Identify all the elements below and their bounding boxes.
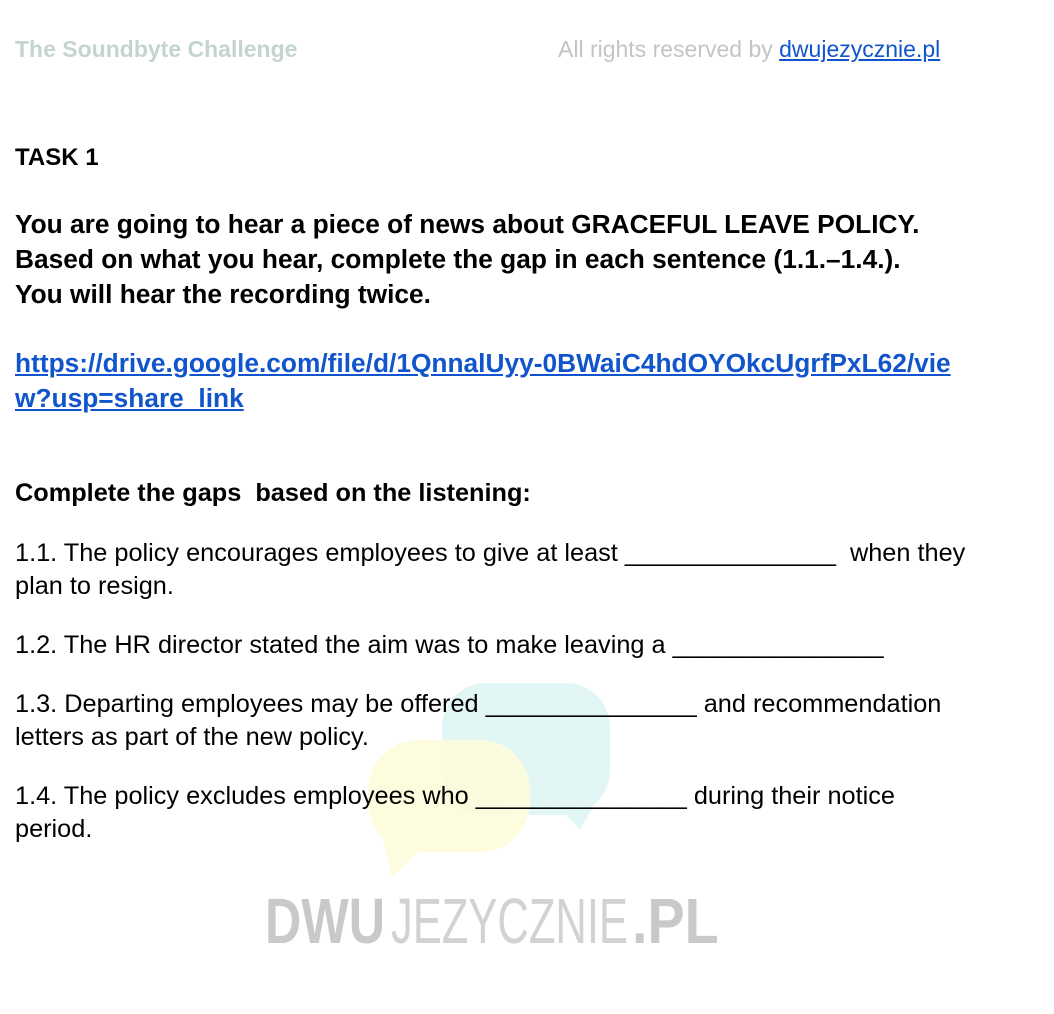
watermark-text-suffix: .PL (632, 885, 719, 957)
instruction-line: You are going to hear a piece of news about GRACEFUL LEAVE POLICY. (15, 209, 920, 239)
answer-blank: _______________ (485, 690, 697, 718)
task-instructions (15, 207, 919, 312)
question-text: The policy encourages employees to give at least (63, 539, 618, 567)
recording-link[interactable] (15, 346, 951, 416)
answer-blank: _______________ (475, 782, 687, 810)
recording-link-line[interactable]: w?usp=share_link (15, 383, 244, 413)
instruction-line: Based on what you hear, complete the gap in each sentence (1.1.–1.4.). (15, 244, 901, 274)
recording-link-line[interactable]: https://drive.google.com/file/d/1QnnalUyy-0BWaiC4hdOYOkcUgrfPxL62/vie (15, 348, 951, 378)
question-1-4 (15, 780, 976, 846)
question-text: The policy excludes employees who (63, 782, 469, 810)
question-number: 1.4. (15, 782, 58, 810)
question-number: 1.1. (15, 539, 58, 567)
question-number: 1.3. (15, 690, 58, 718)
question-1-2 (15, 629, 976, 662)
question-text-continued: during their notice period. (15, 782, 902, 843)
question-text: The HR director stated the aim was to make leaving a (63, 631, 666, 659)
header-title: The Soundbyte Challenge (15, 36, 298, 62)
watermark-text-light: JEZYCZNIE (391, 885, 628, 957)
answer-blank: _______________ (672, 631, 884, 659)
rights-link[interactable]: dwujezycznie.pl (779, 36, 941, 62)
rights-notice-text: All rights reserved by (558, 36, 773, 62)
task-heading: TASK 1 (15, 144, 99, 171)
question-number: 1.2. (15, 631, 58, 659)
question-1-1 (15, 537, 976, 603)
question-text-continued: when they plan to resign. (15, 539, 973, 600)
instruction-line: You will hear the recording twice. (15, 279, 431, 309)
answer-blank: _______________ (624, 539, 836, 567)
question-text: Departing employees may be offered (64, 690, 479, 718)
rights-notice (558, 34, 940, 64)
question-1-3 (15, 688, 976, 754)
gaps-heading: Complete the gaps based on the listening: (15, 479, 531, 507)
question-text-continued: and recommendation letters as part of the new policy. (15, 690, 949, 751)
watermark-text-bold: DWU (265, 885, 385, 957)
